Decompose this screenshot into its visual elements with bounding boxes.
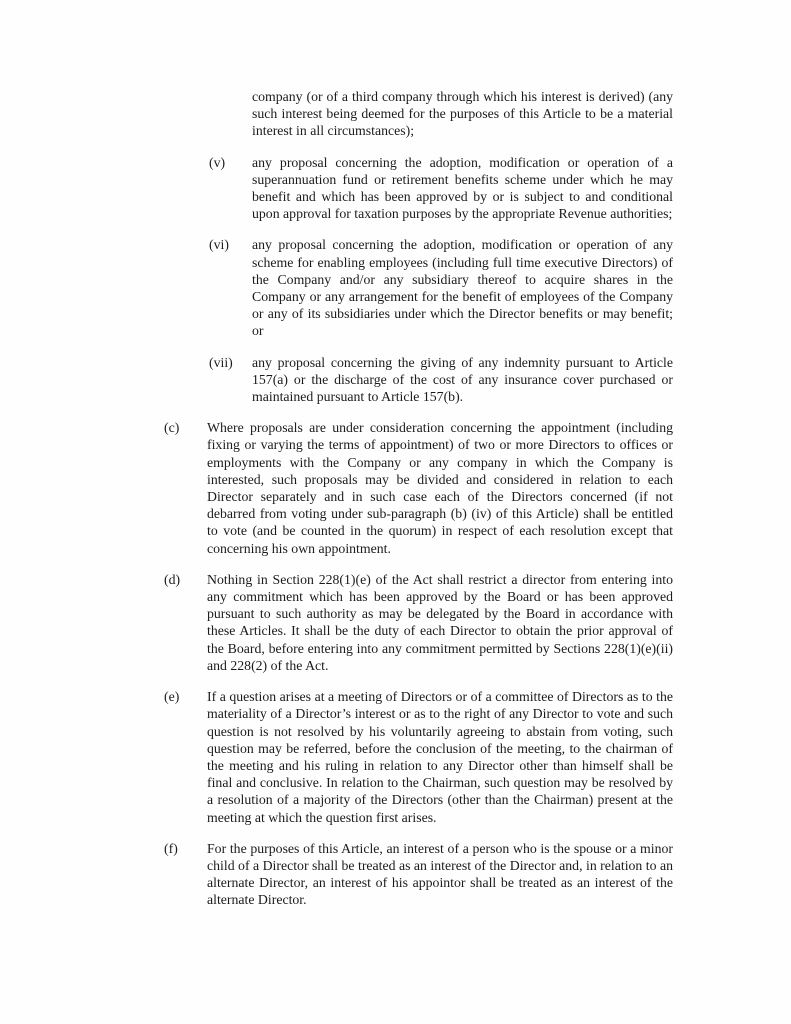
- list-item-text: any proposal concerning the giving of any indemnity pursuant to Article 157(a) or the discharge of the cost of any insurance cover purchased or maintained pursuant to Article 157(b).: [252, 354, 673, 405]
- list-item-label: (vii): [209, 354, 233, 370]
- clause-e: [164, 688, 673, 826]
- list-item-text: any proposal concerning the adoption, modification or operation of any scheme for enabling employees (including full time executive Directors) of the Company and/or any subsidiary thereof to acquire shares in the Company or any arrangement for the benefit of employees of the Company or any of its subsidiaries under which the Director benefits or may benefit; or: [252, 237, 673, 339]
- clause-text: For the purposes of this Article, an interest of a person who is the spouse or a minor child of a Director shall be treated as an interest of the Director and, in relation to an alternate Director, an interest of his appointor shall be treated as an interest of the alternate Director.: [207, 840, 673, 908]
- clause-text: If a question arises at a meeting of Directors or of a committee of Directors as to the materiality of a Director’s interest or as to the right of any Director to vote and such question is not resolved by his voluntarily agreeing to abstain from voting, such question may be referred, before the conclusion of the meeting, to the chairman of the meeting and his ruling in relation to any Director other than himself shall be final and conclusive. In relation to the Chairman, such question may be resolved by a resolution of a majority of the Directors (other than the Chairman) present at the meeting at which the question first arises.: [207, 689, 673, 825]
- list-item-vii: [209, 354, 673, 406]
- clause-label: (d): [164, 571, 181, 587]
- list-item-v: [209, 154, 673, 223]
- clause-f: [164, 840, 673, 909]
- list-item-vi: [209, 236, 673, 339]
- document-content: [164, 88, 673, 923]
- list-item-text: any proposal concerning the adoption, modification or operation of a superannuation fund or retirement benefits scheme under which he may benefit and which has been approved by or is subject to and conditional upon approval for taxation purposes by the appropriate Revenue authorities;: [252, 154, 673, 222]
- paragraph-continuation: company (or of a third company through which his interest is derived) (any such interest being deemed for the purposes of this Article to be a material interest in all circumstances);: [252, 89, 673, 139]
- list-item-label: (vi): [209, 237, 229, 253]
- clause-c: [164, 419, 673, 557]
- clause-text: Where proposals are under consideration concerning the appointment (including fixing or varying the terms of appointment) of two or more Directors to offices or employments with the Company or any company in which the Company is interested, such proposals may be divided and considered in relation to each Director separately and in such case each of the Directors concerned (if not debarred from voting under sub-paragraph (b) (iv) of this Article) shall be entitled to vote (and be counted in the quorum) in respect of each resolution except that concerning his own appointment.: [207, 420, 673, 556]
- clause-label: (c): [164, 420, 180, 436]
- clause-label: (f): [164, 840, 178, 856]
- list-item-label: (v): [209, 154, 226, 170]
- clause-d: [164, 571, 673, 674]
- clause-label: (e): [164, 689, 180, 705]
- clause-text: Nothing in Section 228(1)(e) of the Act shall restrict a director from entering into any commitment which has been approved by the Board or has been approved pursuant to such authority as may be delegated by the Board in accordance with these Articles. It shall be the duty of each Director to obtain the prior approval of the Board, before entering into any commitment permitted by Sections 228(1)(e)(ii) and 228(2) of the Act.: [207, 571, 673, 673]
